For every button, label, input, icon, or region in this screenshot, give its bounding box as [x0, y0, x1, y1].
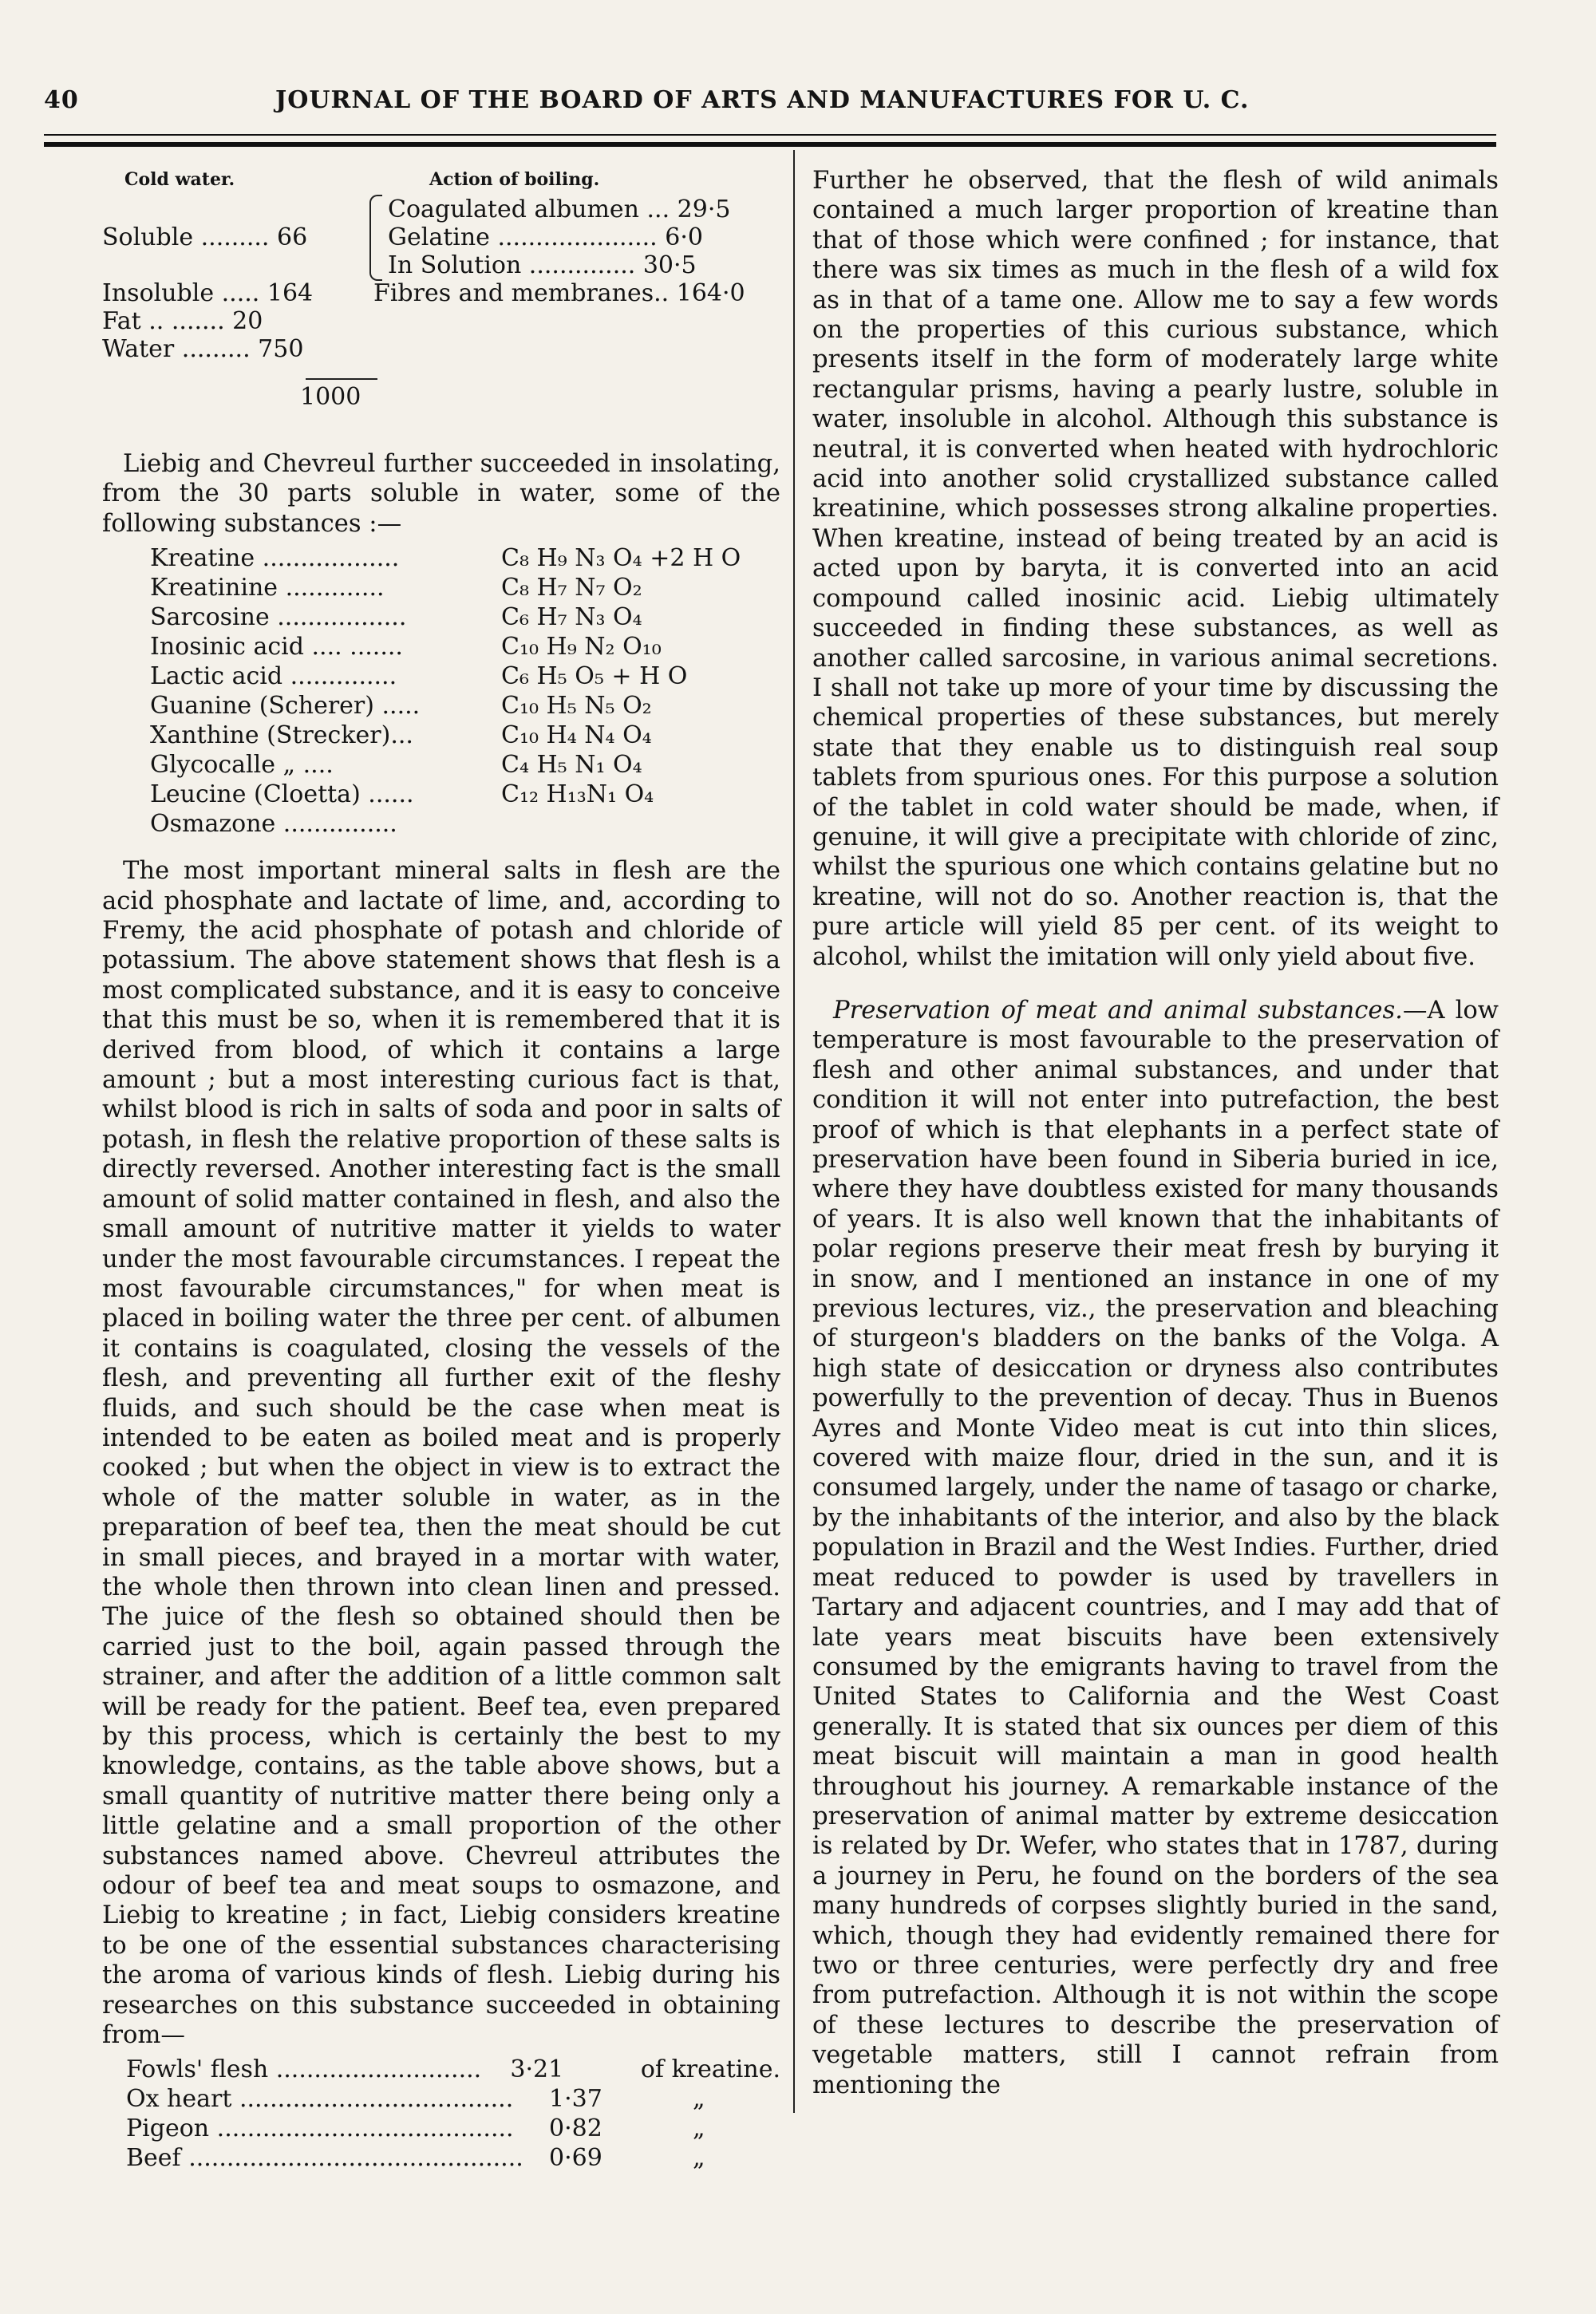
- list-item: [150, 543, 780, 573]
- yield-value: 1·37: [549, 2085, 602, 2114]
- list-item: [126, 2055, 780, 2084]
- substance-formula: C₁₀ H₄ N₄ O₄: [501, 721, 652, 750]
- substance-name: Inosinic acid .... .......: [150, 633, 403, 661]
- substance-formula: C₁₀ H₉ N₂ O₁₀: [501, 633, 662, 661]
- substance-name: Lactic acid ..............: [150, 662, 397, 691]
- table-row-right: In Solution .............. 30·5: [388, 251, 697, 279]
- substance-formula-list: [150, 543, 780, 839]
- substance-name: Guanine (Scherer) .....: [150, 692, 421, 721]
- list-item: [150, 721, 780, 750]
- substance-formula: C₈ H₇ N₇ O₂: [501, 574, 642, 602]
- substance-formula: [501, 809, 780, 839]
- yield-source: Fowls' flesh ...........................: [126, 2055, 482, 2084]
- left-column: [102, 166, 780, 2173]
- table-row-left: Water ......... 750: [102, 335, 304, 363]
- substance-formula: C₈ H₉ N₃ O₄ +2 H O: [501, 544, 741, 573]
- substance-formula: C₆ H₇ N₃ O₄: [501, 603, 642, 632]
- boiling-table: [102, 166, 780, 449]
- soluble-brace: [369, 195, 382, 281]
- yield-value: 0·82: [549, 2115, 602, 2143]
- header-rule-thin: [44, 134, 1496, 136]
- substance-formula: C₁₂ H₁₃N₁ O₄: [501, 780, 654, 809]
- yield-source: Ox heart ....................................: [126, 2085, 514, 2114]
- list-item: [126, 2143, 780, 2173]
- yield-source: Pigeon .......................................: [126, 2115, 514, 2143]
- yield-value: 3·21: [510, 2055, 564, 2084]
- preservation-text: —A low temperature is most favourable to the preservation of flesh and other animal substances, and under that condition it will not enter into putrefaction, the best proof of which is that elephants in a perfect state of preservation have been found in Siberia buried in ice, where they have doubtless existed for many thousands of years. It is also well known that the inhabitants of polar regions preserve their meat fresh by burying it in snow, and I mentioned an instance in one of my previous lectures, viz., the preservation and bleaching of sturgeon's bladders on the banks of the Volga. A high state of desiccation or dryness also contributes powerfully to the prevention of decay. Thus in Buenos Ayres and Monte Video meat is cut into thin slices, covered with maize flour, dried in the sun, and it is consumed largely, under the name of tasago or charke, by the inhabitants of the interior, and also by the black population in Brazil and the West Indies. Further, dried meat reduced to powder is used by travellers in Tartary and adjacent countries, and I may add that of late years meat biscuits have been extensively consumed by the emigrants having to travel from the United States to California and the West Coast generally. It is stated that six ounces per diem of this meat biscuit will maintain a man in good health throughout his journey. A remarkable instance of the preservation of animal matter by extreme desiccation is related by Dr. Wefer, who states that in 1787, during a journey in Peru, he found on the borders of the sea many hundreds of corpses slightly buried in the sand, which, though they had evidently remained there for two or three centuries, were perfectly dry and free from putrefaction. Although it is not within the scope of these lectures to describe the preservation of vegetable matters, still I cannot refrain from mentioning the: [812, 996, 1499, 2099]
- list-item: [150, 780, 780, 809]
- table-total: 1000: [300, 383, 361, 411]
- substance-formula: C₁₀ H₅ N₅ O₂: [501, 692, 652, 721]
- substance-formula: C₄ H₅ N₁ O₄: [501, 751, 642, 780]
- substance-name: Sarcosine .................: [150, 603, 407, 632]
- list-item: [126, 2084, 780, 2114]
- substance-name: Kreatine ..................: [150, 544, 400, 573]
- yield-unit: of kreatine.: [640, 2055, 780, 2084]
- list-item: [126, 2114, 780, 2143]
- table-row-right: Fibres and membranes.. 164·0: [373, 279, 745, 307]
- cold-water-heading: Cold water.: [124, 169, 235, 190]
- list-item: [150, 809, 780, 839]
- table-row-right: Coagulated albumen ... 29·5: [388, 195, 731, 223]
- list-item: [150, 750, 780, 780]
- journal-title: JOURNAL OF THE BOARD OF ARTS AND MANUFACTURES FOR U. C.: [275, 86, 1250, 114]
- total-rule: [306, 378, 377, 380]
- substance-name: Osmazone ...............: [150, 810, 397, 839]
- substance-name: Leucine (Cloetta) ......: [150, 780, 414, 809]
- list-item: [150, 573, 780, 602]
- table-row-right: Gelatine ..................... 6·0: [388, 223, 703, 251]
- yield-value: 0·69: [549, 2144, 602, 2173]
- substance-formula: C₆ H₅ O₅ + H O: [501, 662, 688, 691]
- action-of-boiling-heading: Action of boiling.: [429, 169, 600, 190]
- intro-paragraph: Liebig and Chevreul further succeeded in insolating, from the 30 parts soluble in water, some of the following substances :—: [102, 450, 780, 538]
- right-column: [812, 166, 1499, 2100]
- list-item: [150, 602, 780, 632]
- preservation-paragraph: [812, 996, 1499, 2100]
- kreatine-properties-paragraph: Further he observed, that the flesh of wild animals contained a much larger proportion of kreatine than that of those which were confined ; for instance, that there was six times as much in the flesh of a wild fox as in that of a tame one. Allow me to say a few words on the properties of this curious substance, which presents itself in the form of moderately large white rectangular prisms, having a pearly lustre, soluble in water, insoluble in alcohol. Although this substance is neutral, it is converted when heated with hydrochloric acid into another solid crystallized substance called kreatinine, which possesses strong alkaline properties. When kreatine, instead of being treated by an acid is acted upon by baryta, it is converted into an acid compound called inosinic acid. Liebig ultimately succeeded in finding these substances, as well as another called sarcosine, in various animal secretions. I shall not take up more of your time by discussing the chemical properties of these substances, but merely state that they enable us to distinguish real soup tablets from spurious ones. For this purpose a solution of the tablet in cold water should be made, when, if genuine, it will give a precipitate with chloride of zinc, whilst the spurious one which contains gelatine but no kreatine, will not do so. Another reaction is, that the pure article will yield 85 per cent. of its weight to alcohol, whilst the imitation will only yield about five.: [812, 167, 1499, 971]
- yield-unit: „: [693, 2144, 705, 2173]
- list-item: [150, 632, 780, 661]
- yield-unit: „: [693, 2115, 705, 2143]
- page-number: 40: [44, 86, 79, 114]
- running-header: [44, 86, 1496, 126]
- substance-name: Glycocalle „ ....: [150, 751, 334, 780]
- mineral-salts-paragraph: The most important mineral salts in flesh are the acid phosphate and lactate of lime, and, according to Fremy, the acid phosphate of potash and chloride of potassium. The above statement shows that flesh is a most complicated substance, and it is easy to conceive that this must be so, when it is remembered that it is derived from blood, of which it contains a large amount ; but a most interesting curious fact is that, whilst blood is rich in salts of soda and poor in salts of potash, in flesh the relative proportion of these salts is directly reversed. Another interesting fact is the small amount of solid matter contained in flesh, and also the small amount of nutritive matter it yields to water under the most favourable circumstances. I repeat the most favourable circumstances," for when meat is placed in boiling water the three per cent. of albumen it contains is coagulated, closing the vessels of the flesh, and preventing all further exit of the fleshy fluids, and such should be the case when meat is intended to be eaten as boiled meat and is properly cooked ; but when the object in view is to extract the whole of the matter soluble in water, as in the preparation of beef tea, then the meat should be cut in small pieces, and brayed in a mortar with water, the whole then thrown into clean linen and pressed. The juice of the flesh so obtained should then be carried just to the boil, again passed through the strainer, and after the addition of a little common salt will be ready for the patient. Beef tea, even prepared by this process, which is certainly the best to my knowledge, contains, as the table above shows, but a small quantity of nutritive matter there being only a little gelatine and a small proportion of the other substances named above. Chevreul attributes the odour of beef tea and meat soups to osmazone, and Liebig to kreatine ; in fact, Liebig considers kreatine to be one of the essential substances characterising the aroma of various kinds of flesh. Liebig during his researches on this substance succeeded in obtaining from—: [102, 857, 780, 2050]
- header-rule-thick: [44, 142, 1496, 147]
- table-row-left: Fat .. ....... 20: [102, 307, 263, 335]
- table-row-left: Soluble ......... 66: [102, 223, 308, 251]
- list-item: [150, 691, 780, 721]
- list-item: [150, 661, 780, 691]
- substance-name: Xanthine (Strecker)...: [150, 721, 413, 750]
- yield-source: Beef ............................................: [126, 2144, 523, 2173]
- substance-name: Kreatinine .............: [150, 574, 385, 602]
- preservation-heading: Preservation of meat and animal substances.: [833, 996, 1403, 1025]
- yield-unit: „: [693, 2085, 705, 2114]
- kreatine-yield-list: [126, 2055, 780, 2173]
- table-row-left: Insoluble ..... 164: [102, 279, 314, 307]
- column-divider: [793, 150, 795, 2113]
